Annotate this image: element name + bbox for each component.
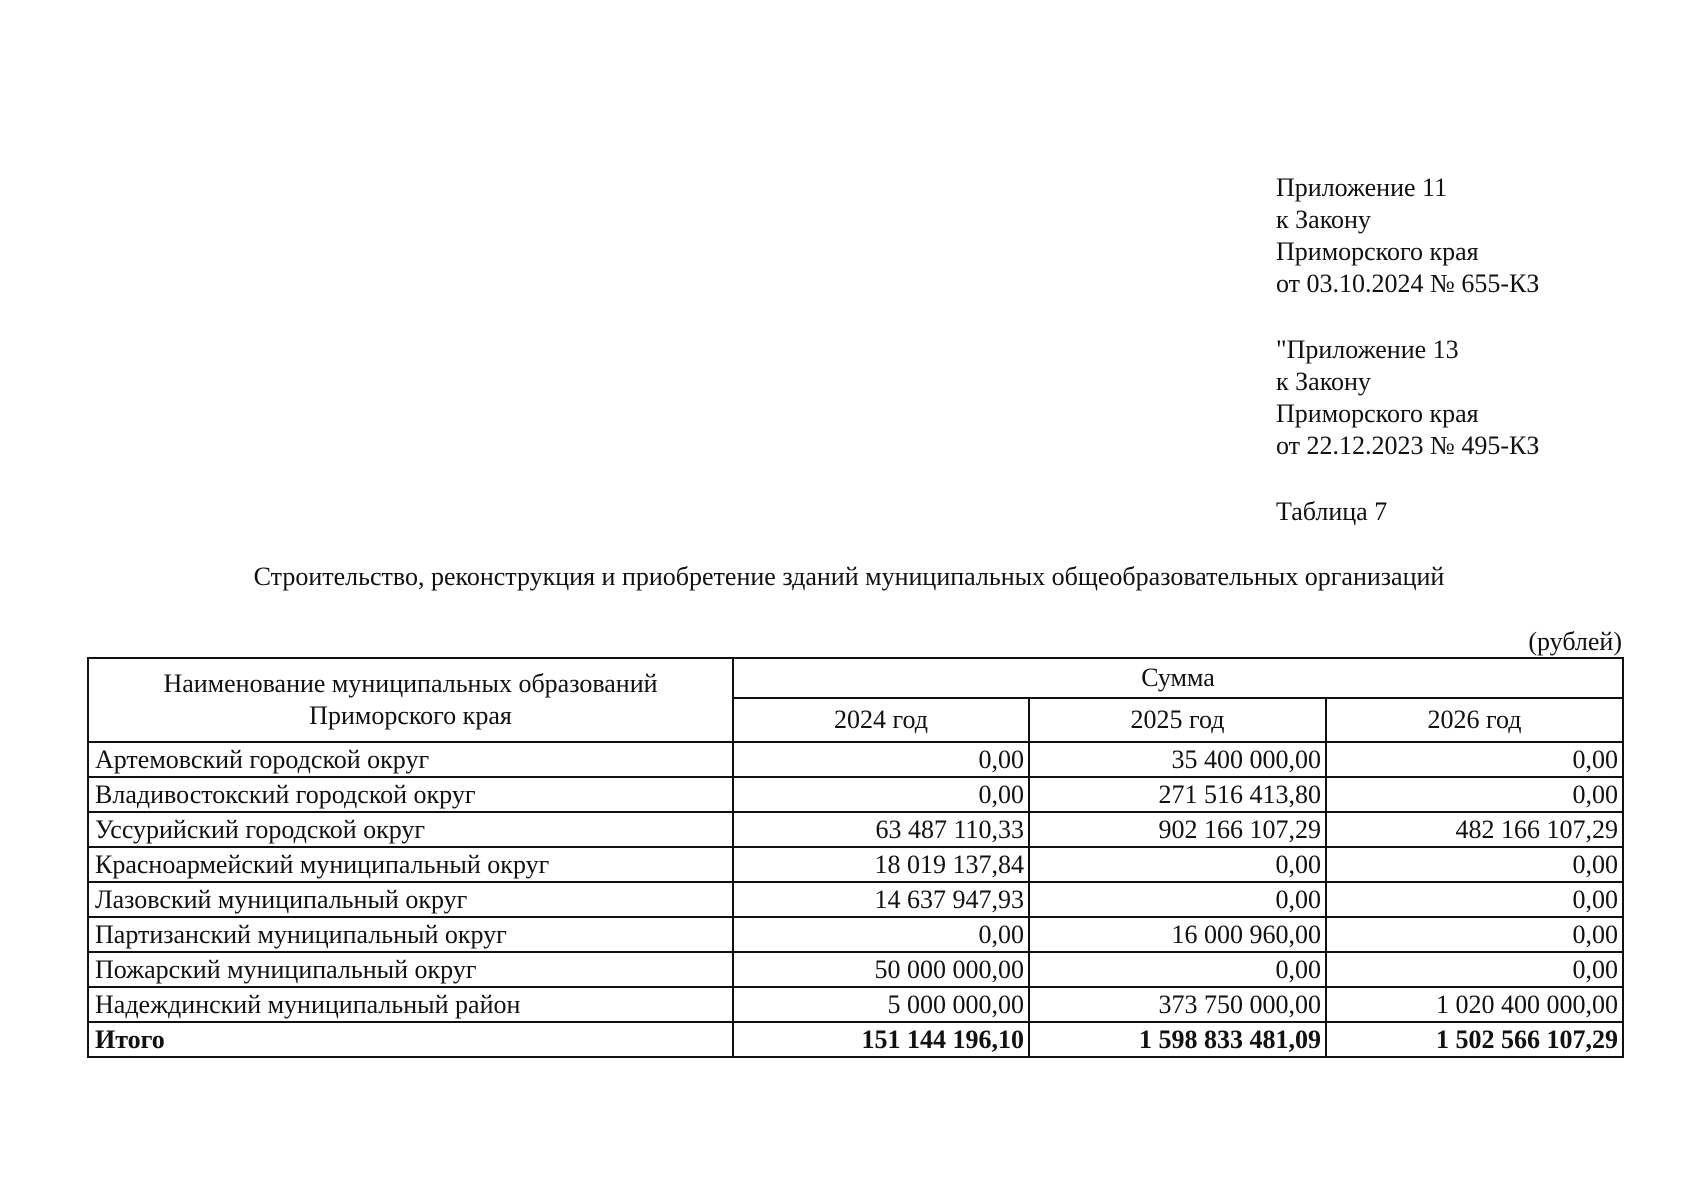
amount-2024: 63 487 110,33 <box>733 812 1029 847</box>
amount-2026: 0,00 <box>1326 742 1623 777</box>
municipality-name: Надеждинский муниципальный район <box>88 987 733 1022</box>
amount-2026: 482 166 107,29 <box>1326 812 1623 847</box>
table-row <box>88 742 1623 777</box>
appendix-line: "Приложение 13 <box>1276 335 1459 364</box>
amount-2025: 0,00 <box>1029 952 1326 987</box>
appendix-line: к Закону <box>1276 205 1371 234</box>
amount-2024: 0,00 <box>733 777 1029 812</box>
header-year-2025: 2025 год <box>1029 698 1326 742</box>
header-year-2026: 2026 год <box>1326 698 1623 742</box>
total-2024: 151 144 196,10 <box>733 1022 1029 1057</box>
appendix-current-block <box>1276 172 1539 300</box>
municipality-name: Лазовский муниципальный округ <box>88 882 733 917</box>
municipality-name: Партизанский муниципальный округ <box>88 917 733 952</box>
amount-2026: 1 020 400 000,00 <box>1326 987 1623 1022</box>
amount-2025: 902 166 107,29 <box>1029 812 1326 847</box>
header-year-2024: 2024 год <box>733 698 1029 742</box>
amount-2026: 0,00 <box>1326 777 1623 812</box>
municipality-name: Пожарский муниципальный округ <box>88 952 733 987</box>
municipality-name: Уссурийский городской округ <box>88 812 733 847</box>
table-row <box>88 987 1623 1022</box>
amount-2024: 14 637 947,93 <box>733 882 1029 917</box>
table-row <box>88 882 1623 917</box>
amount-2025: 0,00 <box>1029 847 1326 882</box>
amount-2025: 16 000 960,00 <box>1029 917 1326 952</box>
header-municipality <box>88 658 733 742</box>
amount-2024: 5 000 000,00 <box>733 987 1029 1022</box>
document-title: Строительство, реконструкция и приобретение зданий муниципальных общеобразовательных организаций <box>253 562 1445 591</box>
appendix-line: Приморского края <box>1276 399 1479 428</box>
table-row <box>88 847 1623 882</box>
appendix-line: к Закону <box>1276 367 1371 396</box>
total-2026: 1 502 566 107,29 <box>1326 1022 1623 1057</box>
header-municipality-label: Наименование муниципальных образований Приморского края <box>163 669 658 730</box>
amount-2026: 0,00 <box>1326 952 1623 987</box>
funding-table <box>87 657 1624 1058</box>
amount-2026: 0,00 <box>1326 882 1623 917</box>
amount-2025: 35 400 000,00 <box>1029 742 1326 777</box>
amount-2026: 0,00 <box>1326 917 1623 952</box>
table-row <box>88 777 1623 812</box>
amount-2024: 18 019 137,84 <box>733 847 1029 882</box>
appendix-line: Приложение 11 <box>1276 173 1448 202</box>
municipality-name: Артемовский городской округ <box>88 742 733 777</box>
table-row <box>88 952 1623 987</box>
table-row <box>88 812 1623 847</box>
amount-2026: 0,00 <box>1326 847 1623 882</box>
appendix-original-block <box>1276 334 1539 462</box>
amount-2024: 50 000 000,00 <box>733 952 1029 987</box>
amount-2025: 373 750 000,00 <box>1029 987 1326 1022</box>
amount-2025: 0,00 <box>1029 882 1326 917</box>
unit-label: (рублей) <box>1528 627 1622 656</box>
table-body <box>88 742 1623 1057</box>
table-row <box>88 917 1623 952</box>
total-label: Итого <box>88 1022 733 1057</box>
municipality-name: Владивостокский городской округ <box>88 777 733 812</box>
appendix-line: Приморского края <box>1276 237 1479 266</box>
header-sum: Сумма <box>733 658 1623 698</box>
amount-2024: 0,00 <box>733 742 1029 777</box>
table-number: Таблица 7 <box>1276 497 1388 526</box>
amount-2025: 271 516 413,80 <box>1029 777 1326 812</box>
appendix-line: от 03.10.2024 № 655-КЗ <box>1276 269 1540 298</box>
amount-2024: 0,00 <box>733 917 1029 952</box>
appendix-line: от 22.12.2023 № 495-КЗ <box>1276 431 1540 460</box>
municipality-name: Красноармейский муниципальный округ <box>88 847 733 882</box>
table-total-row <box>88 1022 1623 1057</box>
total-2025: 1 598 833 481,09 <box>1029 1022 1326 1057</box>
